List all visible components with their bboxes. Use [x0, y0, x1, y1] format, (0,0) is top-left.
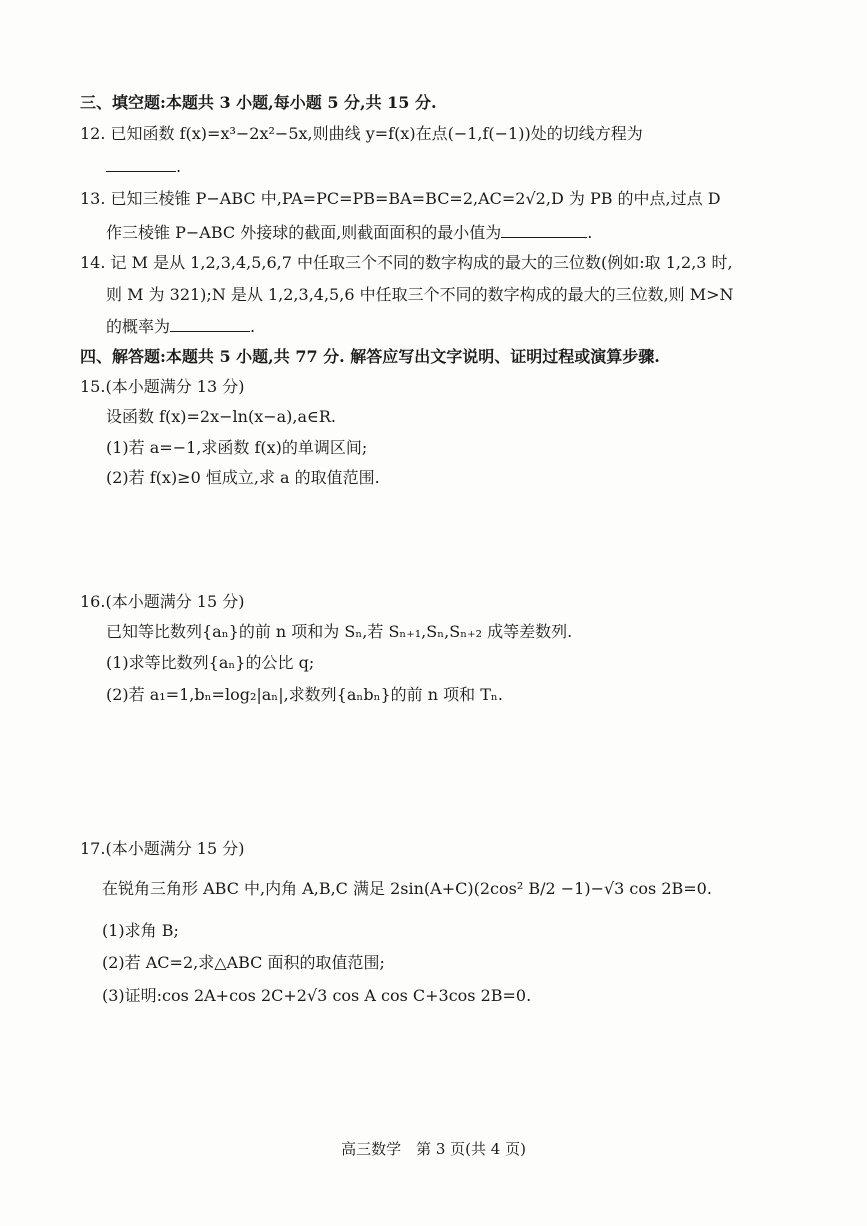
q17-part2: (2)若 AC=2,求△ABC 面积的取值范围;	[102, 953, 385, 972]
q14-line3-text: 的概率为	[106, 317, 171, 336]
q12-answer-blank[interactable]	[106, 155, 176, 172]
q16-stem: 已知等比数列{aₙ}的前 n 项和为 Sₙ,若 Sₙ₊₁,Sₙ,Sₙ₊₂ 成等差数列.	[106, 622, 573, 641]
q14-period: .	[250, 317, 256, 336]
q12-period: .	[176, 157, 182, 176]
q14-line3	[106, 315, 255, 338]
q13-period: .	[587, 223, 593, 242]
page-footer: 高三数学 第 3 页(共 4 页)	[341, 1140, 526, 1158]
q15-part2: (2)若 f(x)≥0 恒成立,求 a 的取值范围.	[106, 468, 380, 487]
q12-line1: 12. 已知函数 f(x)=x³−2x²−5x,则曲线 y=f(x)在点(−1,f(−1))处的切线方程为	[80, 124, 643, 143]
q15-part1: (1)若 a=−1,求函数 f(x)的单调区间;	[106, 438, 368, 457]
q17-part1: (1)求角 B;	[102, 921, 179, 940]
q14-line2: 则 M 为 321);N 是从 1,2,3,4,5,6 中任取三个不同的数字构成的最大的三位数,则 M>N	[106, 285, 734, 304]
q16-title: 16.(本小题满分 15 分)	[80, 592, 245, 611]
q13-line1: 13. 已知三棱锥 P−ABC 中,PA=PC=PB=BA=BC=2,AC=2√2,D 为 PB 的中点,过点 D	[80, 189, 721, 208]
q13-line2	[106, 221, 592, 244]
q13-line2-text: 作三棱锥 P−ABC 外接球的截面,则截面面积的最小值为	[106, 223, 502, 242]
q15-title: 15.(本小题满分 13 分)	[80, 377, 245, 396]
q16-part1: (1)求等比数列{aₙ}的公比 q;	[106, 653, 315, 672]
q15-stem: 设函数 f(x)=2x−ln(x−a),a∈R.	[106, 407, 337, 426]
q14-line1: 14. 记 M 是从 1,2,3,4,5,6,7 中任取三个不同的数字构成的最大的三位数(例如:取 1,2,3 时,	[80, 253, 733, 272]
q13-answer-blank[interactable]	[501, 221, 587, 238]
section-4-heading: 四、解答题:本题共 5 小题,共 77 分. 解答应写出文字说明、证明过程或演算步骤.	[80, 347, 660, 366]
q17-stem: 在锐角三角形 ABC 中,内角 A,B,C 满足 2sin(A+C)(2cos² B/2 −1)−√3 cos 2B=0.	[102, 879, 712, 898]
q16-part2: (2)若 a₁=1,bₙ=log₂|aₙ|,求数列{aₙbₙ}的前 n 项和 Tₙ.	[106, 685, 503, 704]
q12-line2	[106, 155, 181, 178]
section-3-heading: 三、填空题:本题共 3 小题,每小题 5 分,共 15 分.	[80, 93, 437, 112]
q14-answer-blank[interactable]	[170, 315, 250, 332]
q17-part3: (3)证明:cos 2A+cos 2C+2√3 cos A cos C+3cos 2B=0.	[102, 986, 532, 1005]
q17-title: 17.(本小题满分 15 分)	[80, 839, 245, 858]
